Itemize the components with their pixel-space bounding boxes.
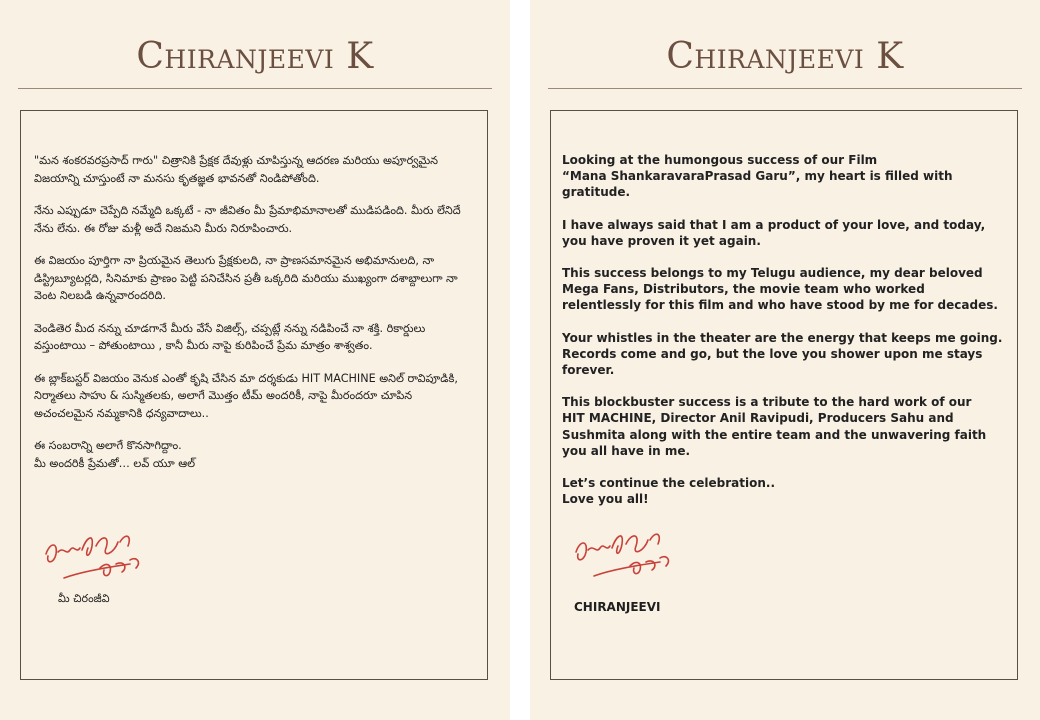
english-letter-page [530,0,1040,720]
signature-icon [40,520,160,590]
telugu-paragraph-2: నేను ఎప్పుడూ చెప్పేది నమ్మేది ఒక్కటే - నా జీవితం మీ ప్రేమాభిమానాలతో ముడిపడింది. మీరు లేనిదే నేను లేను. ఈ రోజు మళ్లీ అదే నిజమని మీరు నిరూపించారు. [34,204,461,235]
telugu-paragraph-1: "మన శంకరవరప్రసాద్ గారు" చిత్రానికి ప్రేక్షక దేవుళ్లు చూపిస్తున్న ఆదరణ మరియు అపూర్వమైన విజయాన్ని చూస్తుంటే నా మనసు కృతజ్ఞత భావనతో నిండిపోతోంది. [34,154,439,185]
english-signoff: CHIRANJEEVI [574,600,661,614]
page-gap [510,0,530,720]
english-letter-body [562,152,1008,523]
english-paragraph-1: Looking at the humongous success of our Film “Mana ShankaravaraPrasad Garu”, my heart is filled with gratitude. [562,153,953,200]
telugu-letter-body [34,152,474,487]
english-paragraph-2: I have always said that I am a product of your love, and today, you have proven it yet again. [562,217,986,248]
telugu-signoff: మీ చిరంజీవి [58,592,110,605]
english-paragraph-4: Your whistles in the theater are the energy that keeps me going. Records come and go, but the love you shower upon me stays forever. [562,330,1003,378]
letterhead-rule [548,88,1022,89]
english-paragraph-5: This blockbuster success is a tribute to the hard work of our HIT MACHINE, Director Anil Ravipudi, Producers Sahu and Sushmita along with the entire team and the unwavering faith you all have in me. [562,395,987,458]
english-paragraph-3: This success belongs to my Telugu audience, my dear beloved Mega Fans, Distributors, the movie team who worked relentlessly for this film and who have stood by me for decades. [562,266,998,313]
telugu-paragraph-6: ఈ సంబరాన్ని అలాగే కొనసాగిద్దాం. మీ అందరికీ ప్రేమతో… లవ్ యూ ఆల్ [34,439,196,470]
letterhead-title: Chiranjeevi K [136,36,374,77]
telugu-paragraph-3: ఈ విజయం పూర్తిగా నా ప్రియమైన తెలుగు ప్రేక్షకులది, నా ప్రాణసమానమైన అభిమానులది, నా డిస్ట్రిబ్యూటర్లది, సినిమాకు ప్రాణం పెట్టి పనిచేసిన ప్రతీ ఒక్కరిది మరియు ముఖ్యంగా దశాబ్దాలుగా నా వెంట నిలబడి ఉన్నవారందరిది. [34,254,458,302]
signature-icon [570,518,690,588]
english-paragraph-6: Let’s continue the celebration.. Love you all! [562,476,776,507]
telugu-paragraph-4: వెండితెర మీద నన్ను చూడగానే మీరు వేసే విజిల్స్, చప్పట్లే నన్ను నడిపించే నా శక్తి. రికార్డులు వస్తుంటాయి – పోతుంటాయి , కానీ మీరు నాపై కురిపించే ప్రేమ మాత్రం శాశ్వతం. [34,321,426,352]
telugu-paragraph-5: ఈ బ్లాక్‌బస్టర్ విజయం వెనుక ఎంతో కృషి చేసిన మా దర్శకుడు HIT MACHINE అనిల్ రావిపూడికి, నిర్మాతలు సాహు & సుస్మితలకు, అలాగే మొత్తం టీమ్ అందరికీ, నాపై మీరందరూ చూపిన అచంచలమైన నమ్మకానికి ధన్యవాదాలు.. [34,371,458,420]
letterhead-rule [18,88,492,89]
letterhead-title: Chiranjeevi K [666,36,904,77]
telugu-letter-page [0,0,510,720]
